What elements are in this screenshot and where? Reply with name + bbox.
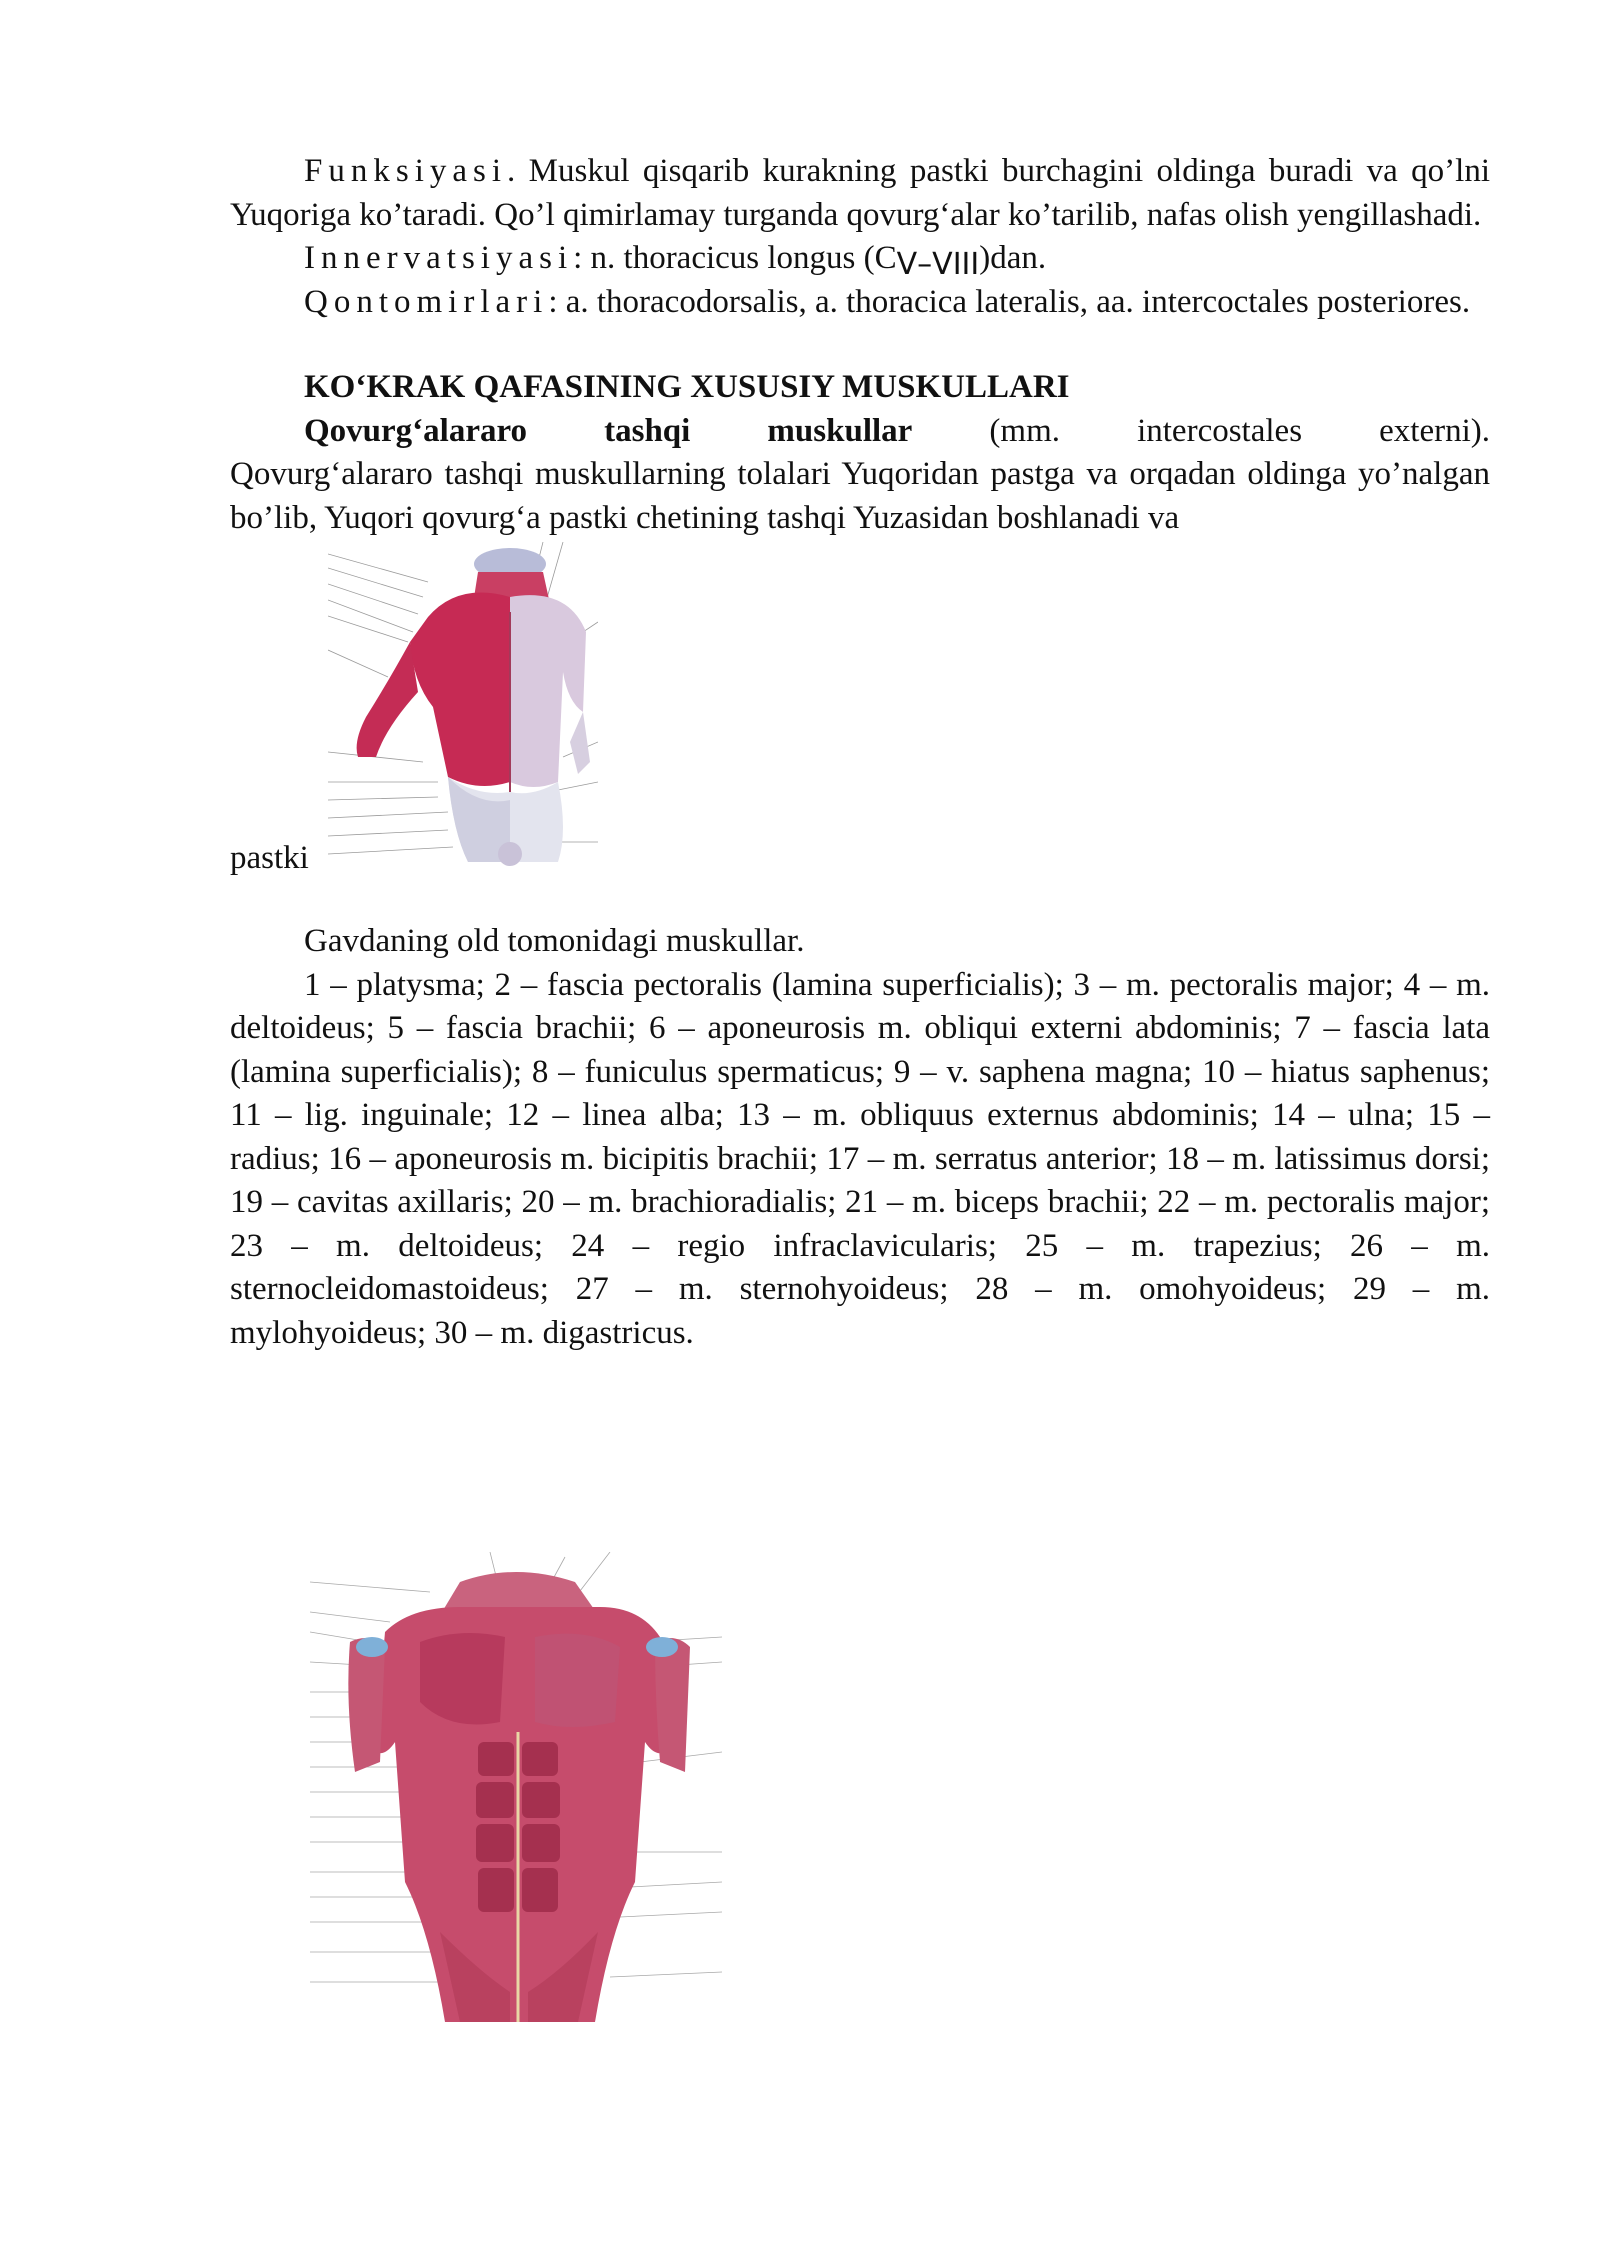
vessels-paragraph bbox=[230, 281, 1490, 325]
page-content bbox=[230, 150, 1490, 1355]
intercostal-title-line bbox=[230, 410, 1490, 454]
vessels-text: : a. thoracodorsalis, a. thoracica lateralis, aa. intercoctales posteriores. bbox=[548, 283, 1471, 320]
innervation-label: Innervatsiyasi bbox=[304, 240, 574, 276]
function-label: Funksiyasi bbox=[304, 153, 508, 189]
intercostal-bold-term: Qovurg‘alararo tashqi muskullar bbox=[304, 412, 913, 449]
caption-title: Gavdaning old tomonidagi muskullar. bbox=[304, 923, 805, 959]
caption-legend: 1 – platysma; 2 – fascia pectoralis (lamina superficialis); 3 – m. pectoralis major; 4 – m. deltoideus; 5 – fascia brachii; 6 – aponeurosis m. obliqui externi abdominis; 7 – fascia lata (lamina superficialis); 8 – funiculus spermaticus; 9 – v. saphena magna; 10 – hiatus saphenus; 11 – lig. inguinale; 12 – linea alba; 13 – m. obliquus externus abdominis; 14 – ulna; 15 – radius; 16 – aponeurosis m. bicipitis brachii; 17 – m. serratus anterior; 18 – m. latissimus dorsi; 19 – cavitas axillaris; 20 – m. brachioradialis; 21 – m. biceps brachii; 22 – m. pectoralis major; 23 – m. deltoideus; 24 – regio infraclavicularis; 25 – m. trapezius; 26 – m. sternocleidomastoideus; 27 – m. sternohyoideus; 28 – m. omohyoideus; 29 – m. mylohyoideus; 30 – m. digastricus. bbox=[230, 966, 1490, 1351]
function-paragraph bbox=[230, 150, 1490, 237]
innervation-subscript: V–VIII bbox=[896, 247, 980, 282]
figure-caption bbox=[230, 920, 1490, 1355]
innervation-paragraph bbox=[230, 237, 1490, 281]
intercostal-paragraph: Qovurg‘alararo tashqi muskullarning tolalari Yuqoridan pastga va orqadan oldinga yo’nalgan bo’lib, Yuqori qovurg‘a pastki chetining tashqi Yuzasidan boshlanadi va bbox=[230, 456, 1490, 536]
vessels-label: Qontomirlari bbox=[304, 283, 549, 320]
function-text: . Muskul qisqarib kurakning pastki burchagini oldinga buradi va qo’lni Yuqoriga ko’taradi. Qo’l qimirlamay turganda qovurg‘alar ko’tarilib, nafas olish yengillashadi. bbox=[230, 153, 1490, 233]
innervation-text: : n. thoracicus longus (C bbox=[573, 240, 897, 276]
torso-muscles-figure-2 bbox=[310, 1552, 722, 2022]
section-heading: KO‘KRAK QAFASINING XUSUSIY MUSKULLARI bbox=[304, 369, 1070, 405]
figure-inline-label: pastki bbox=[230, 840, 309, 876]
intercostal-latin: (mm. intercostales externi). bbox=[912, 412, 1490, 449]
torso-muscles-figure-1 bbox=[328, 542, 598, 872]
innervation-text-end: )dan. bbox=[979, 240, 1047, 276]
figure-1-row bbox=[230, 540, 1490, 878]
spacer bbox=[230, 324, 1490, 366]
